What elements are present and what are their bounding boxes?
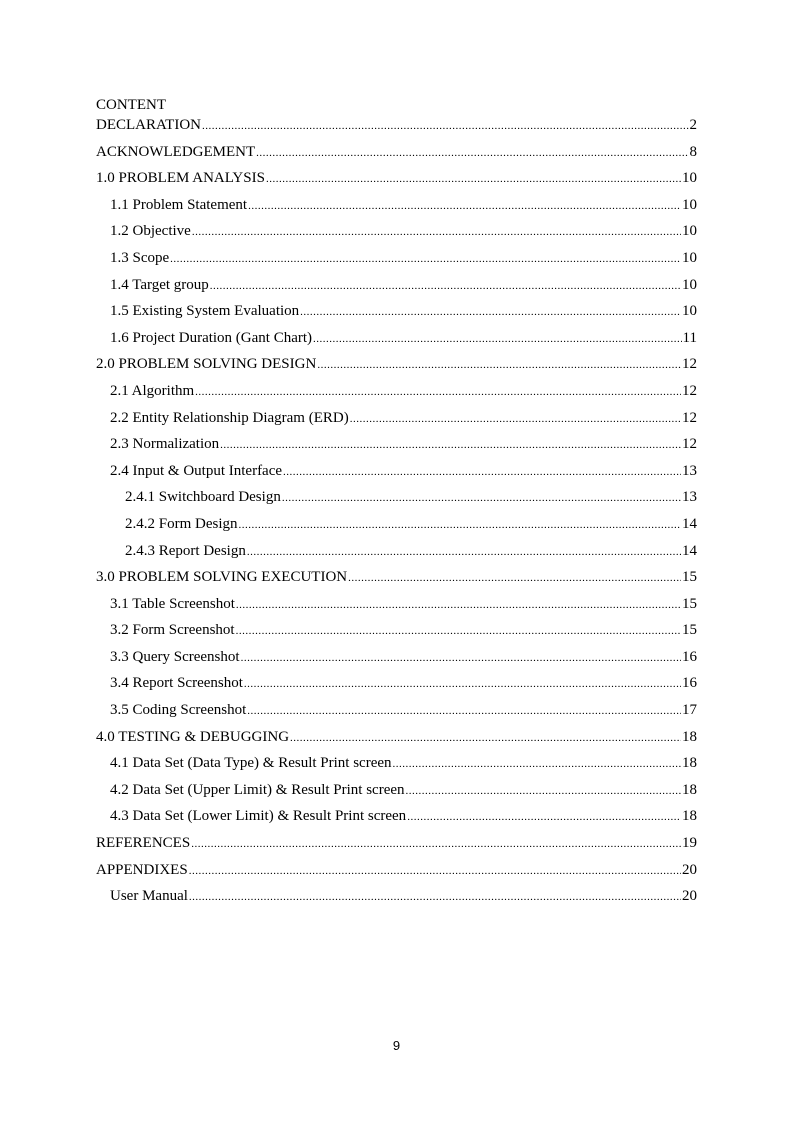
- toc-dot-leader: [406, 778, 681, 805]
- toc-entry-page: 16: [682, 675, 697, 692]
- toc-entry-label: 2.1 Algorithm: [110, 382, 195, 399]
- toc-entry-label: 2.4.1 Switchboard Design: [125, 489, 281, 506]
- toc-entry-page: 12: [682, 382, 697, 399]
- toc-entry-page: 18: [682, 728, 697, 745]
- toc-entry[interactable]: [96, 325, 697, 352]
- toc-entry[interactable]: [96, 351, 697, 378]
- toc-entry-label: REFERENCES: [96, 835, 191, 852]
- toc-entry-page: 18: [682, 808, 697, 825]
- toc-entry-label: User Manual: [110, 888, 188, 905]
- toc-entry[interactable]: [96, 591, 697, 618]
- toc-dot-leader: [300, 299, 681, 326]
- toc-entry-page: 10: [682, 170, 697, 187]
- toc-entry-page: 8: [689, 143, 697, 160]
- toc-entry-label: 3.1 Table Screenshot: [110, 595, 235, 612]
- toc-entry-label: 2.3 Normalization: [110, 436, 220, 453]
- toc-dot-leader: [282, 485, 681, 512]
- toc-dot-leader: [317, 352, 681, 379]
- toc-entry-label: 3.5 Coding Screenshot: [110, 702, 247, 719]
- toc-entry-label: 1.0 PROBLEM ANALYSIS: [96, 170, 265, 187]
- toc-dot-leader: [191, 831, 681, 858]
- toc-entry[interactable]: [96, 670, 697, 697]
- toc-entry-label: 1.3 Scope: [110, 249, 170, 266]
- toc-entry-label: 2.2 Entity Relationship Diagram (ERD): [110, 409, 349, 426]
- toc-entry-page: 19: [682, 835, 697, 852]
- toc-dot-leader: [248, 193, 681, 220]
- toc-dot-leader: [220, 432, 681, 459]
- toc-entry[interactable]: [96, 272, 697, 299]
- toc-entry[interactable]: [96, 538, 697, 565]
- toc-entry-label: 2.0 PROBLEM SOLVING DESIGN: [96, 356, 317, 373]
- toc-entry-page: 20: [682, 861, 697, 878]
- toc-entry-label: 1.6 Project Duration (Gant Chart): [110, 329, 313, 346]
- toc-entry[interactable]: [96, 431, 697, 458]
- toc-entry[interactable]: [96, 112, 697, 139]
- toc-dot-leader: [189, 884, 681, 911]
- toc-dot-leader: [192, 219, 681, 246]
- toc-entry[interactable]: [96, 750, 697, 777]
- toc-dot-leader: [210, 273, 681, 300]
- toc-entry-label: 2.4.2 Form Design: [125, 515, 238, 532]
- toc-dot-leader: [283, 459, 681, 486]
- toc-dot-leader: [266, 166, 681, 193]
- toc-entry[interactable]: [96, 484, 697, 511]
- toc-entry[interactable]: [96, 298, 697, 325]
- toc-entry-page: 14: [682, 515, 697, 532]
- toc-dot-leader: [170, 246, 681, 273]
- toc-entry-page: 13: [682, 462, 697, 479]
- toc-entry-page: 12: [682, 436, 697, 453]
- toc-entry-label: 4.2 Data Set (Upper Limit) & Result Print screen: [110, 781, 405, 798]
- toc-dot-leader: [236, 592, 681, 619]
- toc-entry-label: 4.0 TESTING & DEBUGGING: [96, 728, 290, 745]
- toc-dot-leader: [189, 858, 681, 885]
- toc-entry-label: APPENDIXES: [96, 861, 188, 878]
- toc-dot-leader: [256, 140, 688, 167]
- toc-dot-leader: [407, 804, 681, 831]
- toc-entry-page: 20: [682, 888, 697, 905]
- toc-entry-page: 10: [682, 276, 697, 293]
- toc-entry[interactable]: [96, 857, 697, 884]
- toc-dot-leader: [195, 379, 681, 406]
- toc-dot-leader: [202, 113, 689, 140]
- toc-entry[interactable]: [96, 830, 697, 857]
- page-title: CONTENT: [96, 97, 166, 113]
- toc-entry-label: 3.2 Form Screenshot: [110, 622, 235, 639]
- toc-dot-leader: [241, 645, 681, 672]
- toc-entry-page: 15: [682, 622, 697, 639]
- toc-dot-leader: [236, 618, 681, 645]
- toc-entry[interactable]: [96, 777, 697, 804]
- toc-entry-page: 18: [682, 781, 697, 798]
- toc-entry-label: DECLARATION: [96, 117, 201, 133]
- toc-entry-page: 18: [682, 755, 697, 772]
- toc-entry-page: 12: [682, 356, 697, 373]
- toc-entry-label: 1.5 Existing System Evaluation: [110, 303, 300, 320]
- toc-entry-page: 2: [689, 117, 697, 133]
- toc-entry[interactable]: [96, 218, 697, 245]
- toc-dot-leader: [244, 671, 681, 698]
- toc-entry[interactable]: [96, 165, 697, 192]
- toc-entry-label: ACKNOWLEDGEMENT: [96, 143, 256, 160]
- toc-entry-label: 3.4 Report Screenshot: [110, 675, 243, 692]
- toc-entry-page: 10: [682, 249, 697, 266]
- toc-entry-label: 1.1 Problem Statement: [110, 196, 248, 213]
- toc-entry-page: 10: [682, 303, 697, 320]
- toc-dot-leader: [247, 698, 681, 725]
- toc-dot-leader: [393, 751, 681, 778]
- toc-entry[interactable]: [96, 405, 697, 432]
- toc-entry-label: 4.1 Data Set (Data Type) & Result Print screen: [110, 755, 392, 772]
- toc-dot-leader: [348, 565, 681, 592]
- toc-entry[interactable]: [96, 245, 697, 272]
- toc-dot-leader: [247, 539, 681, 566]
- toc-entry-page: 15: [682, 569, 697, 586]
- toc-entry-page: 12: [682, 409, 697, 426]
- toc-entry-label: 3.0 PROBLEM SOLVING EXECUTION: [96, 569, 348, 586]
- toc-entry[interactable]: [96, 564, 697, 591]
- page-number: 9: [392, 1038, 401, 1053]
- toc-entry-label: 3.3 Query Screenshot: [110, 648, 240, 665]
- toc-entry-label: 2.4 Input & Output Interface: [110, 462, 283, 479]
- toc-dot-leader: [239, 512, 682, 539]
- toc-entry[interactable]: [96, 724, 697, 751]
- toc-dot-leader: [313, 326, 682, 353]
- toc-entry[interactable]: [96, 511, 697, 538]
- toc-dot-leader: [290, 725, 681, 752]
- toc-entry[interactable]: [96, 697, 697, 724]
- toc-entry-label: 4.3 Data Set (Lower Limit) & Result Print screen: [110, 808, 407, 825]
- toc-entry-page: 13: [682, 489, 697, 506]
- toc-entry-label: 1.4 Target group: [110, 276, 209, 293]
- toc-entry-page: 10: [682, 223, 697, 240]
- toc-entry[interactable]: [96, 192, 697, 219]
- table-of-contents: [96, 112, 697, 910]
- toc-entry[interactable]: [96, 644, 697, 671]
- toc-entry-label: 2.4.3 Report Design: [125, 542, 246, 559]
- toc-entry-page: 15: [682, 595, 697, 612]
- toc-entry-page: 17: [682, 702, 697, 719]
- toc-entry[interactable]: [96, 803, 697, 830]
- toc-entry[interactable]: [96, 883, 697, 910]
- toc-entry[interactable]: [96, 139, 697, 166]
- toc-entry-label: 1.2 Objective: [110, 223, 191, 240]
- toc-entry[interactable]: [96, 617, 697, 644]
- toc-entry-page: 11: [682, 329, 697, 346]
- toc-entry[interactable]: [96, 458, 697, 485]
- toc-dot-leader: [350, 406, 681, 433]
- toc-entry[interactable]: [96, 378, 697, 405]
- toc-entry-page: 10: [682, 196, 697, 213]
- toc-entry-page: 14: [682, 542, 697, 559]
- toc-entry-page: 16: [682, 648, 697, 665]
